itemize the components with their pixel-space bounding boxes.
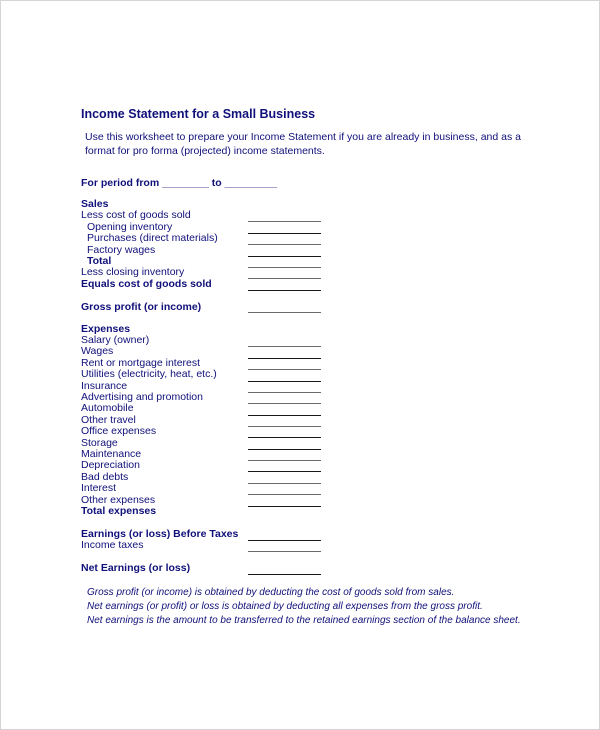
amount-field-total-expenses[interactable] <box>248 506 321 507</box>
amount-field-factory-wages[interactable] <box>248 267 321 268</box>
line-item-label: Opening inventory <box>87 220 173 233</box>
amount-field-purchases[interactable] <box>248 256 321 257</box>
net-earnings-label: Net Earnings (or loss) <box>81 562 191 574</box>
period-to-label: to <box>211 177 222 189</box>
amount-field-expense[interactable] <box>248 437 321 438</box>
gross-profit-label: Gross profit (or income) <box>81 300 202 313</box>
amount-field-earnings-before-taxes[interactable] <box>248 540 321 541</box>
expense-label: Rent or mortgage interest <box>81 356 201 369</box>
total-expenses-label: Total expenses <box>81 505 157 517</box>
expenses-heading: Expenses <box>81 322 131 335</box>
expense-label: Salary (owner) <box>81 334 150 346</box>
amount-field-expense[interactable] <box>248 494 321 495</box>
footnotes <box>87 586 521 628</box>
amount-field-closing-inventory[interactable] <box>248 290 321 291</box>
footnote: Net earnings (or profit) or loss is obtained by deducting all expenses from the gross profit. <box>87 601 483 612</box>
expense-label: Storage <box>81 436 118 449</box>
amount-field-income-taxes[interactable] <box>248 551 321 552</box>
amount-field-expense[interactable] <box>248 346 321 347</box>
amount-field-sales[interactable] <box>248 221 321 222</box>
period-from-label: For period from <box>81 177 160 189</box>
expense-label: Interest <box>81 482 117 495</box>
earnings-before-taxes-label: Earnings (or loss) Before Taxes <box>81 527 239 540</box>
line-item-label: Factory wages <box>87 243 156 256</box>
amount-field-expense[interactable] <box>248 483 321 484</box>
expense-label: Other travel <box>81 413 136 426</box>
expense-label: Utilities (electricity, heat, etc.) <box>81 368 217 381</box>
expense-label: Maintenance <box>81 448 142 460</box>
income-taxes-label: Income taxes <box>81 539 144 551</box>
line-item-label: Equals cost of goods sold <box>81 277 212 290</box>
footnote: Gross profit (or income) is obtained by deducting the cost of goods sold from sales. <box>87 587 455 598</box>
intro-paragraph: Use this worksheet to prepare your Income Statement if you are already in business, and as a format for pro forma (projected) income statements. <box>85 131 521 157</box>
expense-label: Advertising and promotion <box>81 391 203 403</box>
expense-label: Depreciation <box>81 459 140 472</box>
line-item-label: Purchases (direct materials) <box>87 232 218 244</box>
amount-field-expense[interactable] <box>248 415 321 416</box>
amount-field-expense[interactable] <box>248 449 321 450</box>
expense-label: Other expenses <box>81 493 156 506</box>
line-item-label: Less closing inventory <box>81 266 185 278</box>
amount-field-expense[interactable] <box>248 358 321 359</box>
expense-label: Insurance <box>81 379 128 392</box>
amount-field-expense[interactable] <box>248 369 321 370</box>
expense-label: Automobile <box>81 402 134 415</box>
period-from-field[interactable]: ________ <box>162 177 209 189</box>
line-item-label: Less cost of goods sold <box>81 209 191 221</box>
amount-field-expense[interactable] <box>248 471 321 472</box>
document-title: Income Statement for a Small Business <box>81 107 316 121</box>
line-item-label: Total <box>87 254 112 267</box>
amount-field-expense[interactable] <box>248 426 321 427</box>
amount-field-opening-inventory[interactable] <box>248 244 321 245</box>
amount-field-net-earnings[interactable] <box>248 574 321 575</box>
expense-label: Wages <box>81 345 114 358</box>
amount-field-less-cogs[interactable] <box>248 233 321 234</box>
amount-field-total[interactable] <box>248 278 321 279</box>
footnote: Net earnings is the amount to be transferred to the retained earnings section of the balance sheet. <box>87 615 521 626</box>
amount-field-expense[interactable] <box>248 460 321 461</box>
period-line <box>81 177 277 189</box>
sales-heading: Sales <box>81 198 109 210</box>
amount-field-expense[interactable] <box>248 403 321 404</box>
amount-field-gross-profit[interactable] <box>248 312 321 313</box>
amount-field-expense[interactable] <box>248 381 321 382</box>
amount-field-expense[interactable] <box>248 392 321 393</box>
expense-label: Office expenses <box>81 425 157 438</box>
expense-label: Bad debts <box>81 470 129 483</box>
period-to-field[interactable]: _________ <box>224 177 278 189</box>
